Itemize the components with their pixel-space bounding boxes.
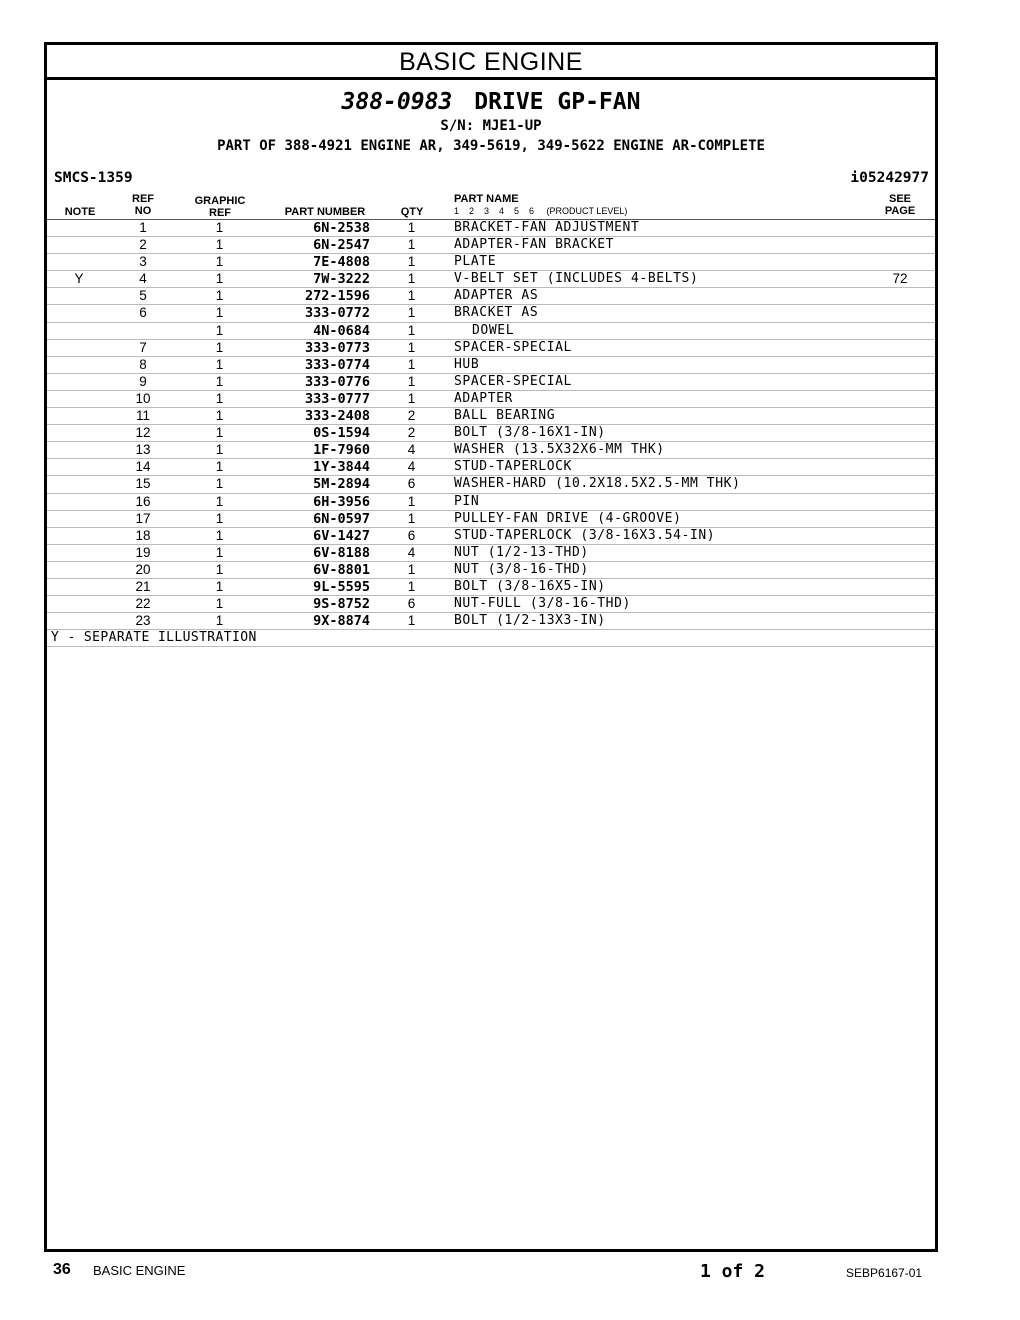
ref-no-cell: 8 [139, 356, 147, 372]
ref-no-cell: 6 [139, 305, 147, 321]
graphic-ref-cell: 1 [215, 254, 224, 270]
ref-no-cell: 23 [135, 613, 151, 629]
graphic-ref-cell: 1 [215, 561, 224, 577]
graphic-ref-cell: 1 [215, 459, 224, 475]
ref-no-cell: 4 [139, 271, 147, 287]
graphic-ref-cell: 1 [215, 544, 224, 560]
table-row [47, 408, 935, 425]
header-qty: QTY [400, 206, 424, 218]
ref-no-cell: 1 [139, 220, 147, 235]
ref-no-cell: 3 [139, 254, 147, 270]
part-number-cell: 4N-0684 [313, 322, 370, 339]
graphic-ref-cell: 1 [215, 322, 224, 338]
part-name-cell: BALL BEARING [454, 408, 556, 424]
qty-cell: 1 [407, 237, 416, 253]
qty-cell: 1 [407, 322, 416, 338]
qty-cell: 1 [407, 339, 416, 355]
table-row [47, 323, 935, 340]
document-id: SEBP6167-01 [846, 1266, 923, 1280]
part-name-cell: BOLT (1/2-13X3-IN) [454, 613, 606, 629]
graphic-ref-cell: 1 [215, 339, 224, 355]
qty-cell: 1 [407, 356, 416, 372]
part-number-cell: 6N-0597 [313, 510, 370, 527]
qty-cell: 1 [407, 561, 416, 577]
graphic-ref-cell: 1 [215, 425, 224, 441]
header-product-level: 1 2 3 4 5 6 (PRODUCT LEVEL) [454, 206, 628, 216]
qty-cell: 1 [407, 373, 416, 389]
graphic-ref-cell: 1 [215, 305, 224, 321]
table-row [47, 494, 935, 511]
part-number-cell: 9X-8874 [313, 613, 370, 630]
ref-no-cell: 13 [135, 442, 151, 458]
part-number-cell: 333-0774 [304, 356, 370, 373]
ref-no-cell: 14 [135, 459, 151, 475]
qty-cell: 6 [407, 476, 416, 492]
serial-number: S/N: MJE1-UP [440, 118, 542, 134]
part-name-cell: WASHER-HARD (10.2X18.5X2.5-MM THK) [454, 476, 741, 492]
part-number-cell: 9S-8752 [313, 596, 370, 613]
ref-no-cell: 17 [135, 510, 151, 526]
part-number-cell: 0S-1594 [313, 425, 370, 442]
part-number-cell: 6N-2547 [313, 237, 370, 254]
part-name-cell: DOWEL [472, 322, 515, 338]
graphic-ref-cell: 1 [215, 356, 224, 372]
graphic-ref-cell: 1 [215, 271, 224, 287]
part-number-cell: 1Y-3844 [313, 459, 370, 476]
ref-no-cell: 15 [135, 476, 151, 492]
table-row [47, 288, 935, 305]
group-title [47, 89, 935, 115]
ref-no-cell: 2 [139, 237, 147, 253]
graphic-ref-cell: 1 [215, 408, 224, 424]
graphic-ref-cell: 1 [215, 476, 224, 492]
part-name-cell: BRACKET-FAN ADJUSTMENT [454, 220, 640, 235]
table-row [47, 528, 935, 545]
part-number-cell: 333-0776 [304, 373, 370, 390]
table-row [47, 476, 935, 493]
graphic-ref-cell: 1 [215, 373, 224, 389]
part-name-cell: V-BELT SET (INCLUDES 4-BELTS) [454, 271, 699, 287]
part-number-cell: 5M-2894 [313, 476, 370, 493]
part-number-cell: 9L-5595 [313, 578, 370, 595]
part-name-cell: NUT (1/2-13-THD) [454, 544, 589, 560]
part-number-cell: 6H-3956 [313, 493, 370, 510]
ref-no-cell: 9 [139, 373, 147, 389]
part-name-cell: ADAPTER-FAN BRACKET [454, 237, 615, 253]
qty-cell: 1 [407, 493, 416, 509]
qty-cell: 1 [407, 613, 416, 629]
part-number-cell: 272-1596 [304, 288, 370, 305]
table-row [47, 340, 935, 357]
part-number-cell: 333-0773 [304, 339, 370, 356]
qty-cell: 1 [407, 390, 416, 406]
table-row [47, 613, 935, 630]
table-row [47, 425, 935, 442]
part-name-cell: HUB [454, 356, 480, 372]
qty-cell: 1 [407, 510, 416, 526]
header-note: NOTE [64, 206, 96, 218]
qty-cell: 4 [407, 442, 416, 458]
table-row [47, 305, 935, 322]
part-number-cell: 6V-8801 [313, 561, 370, 578]
header-see-page [877, 193, 923, 217]
part-name-cell: WASHER (13.5X32X6-MM THK) [454, 442, 665, 458]
table-row [47, 220, 935, 237]
part-name-cell: BRACKET AS [454, 305, 539, 321]
group-part-number: 388-0983 [341, 89, 453, 115]
table-row [47, 562, 935, 579]
table-row [47, 579, 935, 596]
part-name-cell: STUD-TAPERLOCK (3/8-16X3.54-IN) [454, 527, 716, 543]
header-ref-no [123, 193, 163, 217]
page-frame [44, 42, 938, 1252]
table-row [47, 442, 935, 459]
graphic-ref-cell: 1 [215, 237, 224, 253]
footnote: Y - SEPARATE ILLUSTRATION [47, 630, 935, 647]
ref-no-cell: 21 [135, 578, 151, 594]
graphic-ref-cell: 1 [215, 220, 224, 235]
part-name-cell: ADAPTER [454, 390, 513, 406]
header-ref-no-line1: REF [132, 193, 154, 205]
part-of-line: PART OF 388-4921 ENGINE AR, 349-5619, 349-5622 ENGINE AR-COMPLETE [217, 138, 765, 154]
ref-no-cell: 20 [135, 561, 151, 577]
qty-cell: 6 [407, 527, 416, 543]
header-graphic-ref-line1: GRAPHIC [194, 195, 246, 207]
ref-no-cell: 5 [139, 288, 147, 304]
part-name-cell: PIN [454, 493, 480, 509]
part-number-cell: 6V-8188 [313, 544, 370, 561]
header-part-name: PART NAME [454, 193, 519, 205]
table-row [47, 374, 935, 391]
note-cell: Y [74, 271, 84, 287]
part-number-cell: 333-0772 [304, 305, 370, 322]
part-name-cell: NUT-FULL (3/8-16-THD) [454, 596, 631, 612]
ref-no-cell: 19 [135, 544, 151, 560]
graphic-ref-cell: 1 [215, 493, 224, 509]
graphic-ref-cell: 1 [215, 578, 224, 594]
part-name-cell: PLATE [454, 254, 497, 270]
part-name-cell: SPACER-SPECIAL [454, 339, 572, 355]
qty-cell: 1 [407, 288, 416, 304]
part-number-cell: 333-2408 [304, 408, 370, 425]
ref-no-cell: 16 [135, 493, 151, 509]
header-part-number: PART NUMBER [284, 206, 366, 218]
section-title: BASIC ENGINE [47, 45, 935, 80]
graphic-ref-cell: 1 [215, 510, 224, 526]
table-row [47, 391, 935, 408]
graphic-ref-cell: 1 [215, 288, 224, 304]
qty-cell: 1 [407, 271, 416, 287]
part-number-cell: 7E-4808 [313, 254, 370, 271]
group-name: DRIVE GP-FAN [474, 89, 641, 115]
header-ref-no-line2: NO [134, 205, 152, 217]
graphic-ref-cell: 1 [215, 527, 224, 543]
qty-cell: 1 [407, 220, 416, 235]
ref-no-cell: 12 [135, 425, 151, 441]
header-graphic-ref [187, 195, 253, 219]
qty-cell: 2 [407, 425, 416, 441]
graphic-ref-cell: 1 [215, 390, 224, 406]
page-of: 1 of 2 [700, 1261, 766, 1282]
table-row [47, 511, 935, 528]
qty-cell: 4 [407, 459, 416, 475]
parts-rows [47, 220, 935, 630]
smcs-code: SMCS-1359 [54, 170, 133, 186]
part-name-cell: ADAPTER AS [454, 288, 539, 304]
table-header [47, 191, 935, 220]
see-page-cell[interactable]: 72 [892, 271, 908, 287]
part-name-cell: BOLT (3/8-16X5-IN) [454, 578, 606, 594]
footer-section: BASIC ENGINE [93, 1263, 186, 1278]
ref-no-cell: 7 [139, 339, 147, 355]
table-row [47, 271, 935, 288]
graphic-ref-cell: 1 [215, 596, 224, 612]
table-row [47, 357, 935, 374]
ref-no-cell: 18 [135, 527, 151, 543]
qty-cell: 4 [407, 544, 416, 560]
qty-cell: 6 [407, 596, 416, 612]
qty-cell: 2 [407, 408, 416, 424]
table-row [47, 596, 935, 613]
ref-no-cell: 10 [135, 390, 151, 406]
parts-table-body [47, 220, 935, 647]
table-row [47, 254, 935, 271]
table-row [47, 545, 935, 562]
part-name-cell: SPACER-SPECIAL [454, 373, 572, 389]
header-graphic-ref-line2: REF [209, 207, 231, 219]
ref-no-cell: 11 [135, 408, 150, 424]
graphic-ref-cell: 1 [215, 613, 224, 629]
illustration-id: i05242977 [850, 170, 929, 186]
page-number: 36 [53, 1261, 71, 1278]
part-name-cell: STUD-TAPERLOCK [454, 459, 572, 475]
graphic-ref-cell: 1 [215, 442, 224, 458]
part-name-cell: NUT (3/8-16-THD) [454, 561, 589, 577]
part-number-cell: 6N-2538 [313, 220, 370, 236]
part-name-cell: PULLEY-FAN DRIVE (4-GROOVE) [454, 510, 682, 526]
part-number-cell: 6V-1427 [313, 527, 370, 544]
part-number-cell: 1F-7960 [313, 442, 370, 459]
qty-cell: 1 [407, 305, 416, 321]
table-row [47, 237, 935, 254]
header-see-page-line1: SEE [888, 193, 911, 205]
header-see-page-line2: PAGE [884, 205, 916, 217]
part-number-cell: 7W-3222 [313, 271, 370, 288]
part-number-cell: 333-0777 [304, 390, 370, 407]
ref-no-cell: 22 [135, 596, 151, 612]
part-name-cell: BOLT (3/8-16X1-IN) [454, 425, 606, 441]
qty-cell: 1 [407, 578, 416, 594]
table-row [47, 459, 935, 476]
qty-cell: 1 [407, 254, 416, 270]
